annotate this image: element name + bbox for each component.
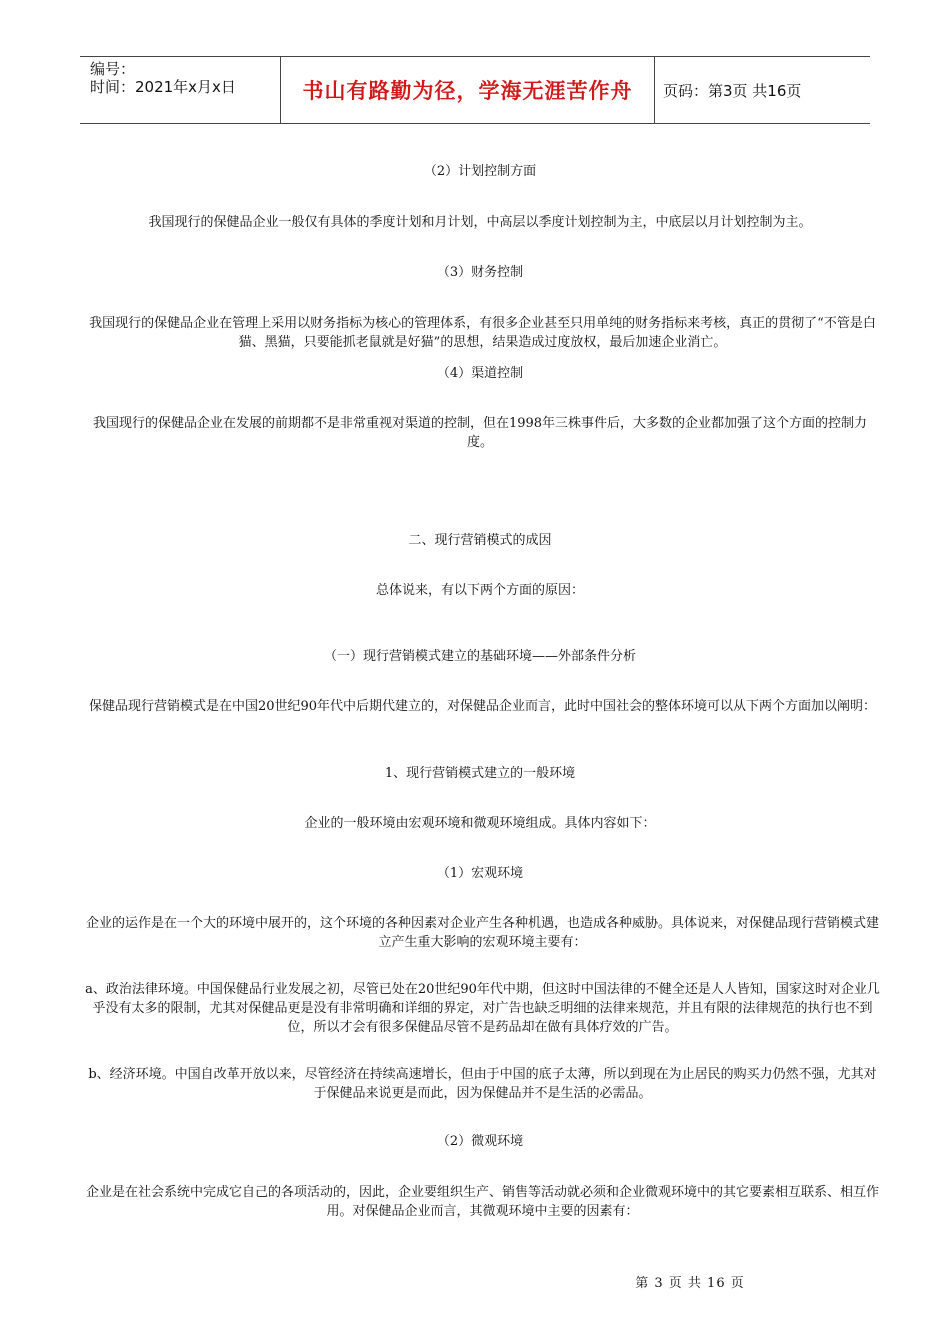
paragraph-general-environment: 企业的一般环境由宏观环境和微观环境组成。具体内容如下： [304,816,656,831]
motto-text: 书山有路勤为径，学海无涯苦作舟 [302,79,633,103]
subsection-heading-external: （一）现行营销模式建立的基础环境——外部条件分析 [323,649,636,664]
header-page-info [655,57,870,123]
heading-macro-environment: （1）宏观环境 [436,866,524,881]
header-motto-cell [281,57,655,123]
doc-number-label: 编号： [90,60,136,78]
heading-finance-control: （3）财务控制 [436,265,524,280]
paragraph-micro-environment: 企业是在社会系统中完成它自己的各项活动的，因此，企业要组织生产、销售等活动就必须和企业微观环境中的其它要素相互联系、相互作用。对保健品企业而言，其微观环境中主要的因素有： [85,1185,879,1219]
page-info-text: 页码：第3页 共16页 [663,81,802,100]
paragraph-macro-environment: 企业的运作是在一个大的环境中展开的，这个环境的各种因素对企业产生各种机遇，也造成各种威胁。具体说来，对保健品现行营销模式建立产生重大影响的宏观环境主要有： [85,916,879,950]
heading-plan-control: （2）计划控制方面 [423,164,537,179]
paragraph-political-legal: a、政治法律环境。中国保健品行业发展之初，尽管已处在20世纪90年代中期，但这时中国法律的不健全还是人人皆知，国家这时对企业几乎没有太多的限制，尤其对保健品更是没有非常明确和详细的界定，对广告也缺乏明细的法律来规范，并且有限的法律规范的执行也不到位，所以才会有很多保健品尽管不是药品却在做有具体疗效的广告。 [85,982,880,1035]
page-footer: 第 3 页 共 16 页 [635,1276,745,1291]
header-meta [80,57,281,123]
section-heading-causes: 二、现行营销模式的成因 [408,533,552,548]
time-label: 时间：2021年x月x日 [90,78,236,96]
page-header [80,56,870,124]
paragraph-plan-control: 我国现行的保健品企业一般仅有具体的季度计划和月计划，中高层以季度计划控制为主，中底层以月计划控制为主。 [148,215,812,230]
heading-micro-environment: （2）微观环境 [436,1134,524,1149]
paragraph-economic: b、经济环境。中国自改革开放以来，尽管经济在持续高速增长，但由于中国的底子太薄，所以到现在为止居民的购买力仍然不强，尤其对于保健品来说更是而此，因为保健品并不是生活的必需品。 [88,1067,877,1101]
heading-general-environment: 1、现行营销模式建立的一般环境 [384,766,576,781]
paragraph-external-environment: 保健品现行营销模式是在中国20世纪90年代中后期代建立的，对保健品企业而言，此时中国社会的整体环境可以从下两个方面加以阐明： [88,699,877,714]
paragraph-finance-control: 我国现行的保健品企业在管理上采用以财务指标为核心的管理体系，有很多企业甚至只用单纯的财务指标来考核，真正的贯彻了“不管是白猫、黑猫，只要能抓老鼠就是好猫”的思想，结果造成过度放权，最后加速企业消亡。 [89,316,876,350]
paragraph-channel-control: 我国现行的保健品企业在发展的前期都不是非常重视对渠道的控制，但在1998年三株事件后，大多数的企业都加强了这个方面的控制力度。 [92,416,868,450]
heading-channel-control: （4）渠道控制 [436,366,524,381]
paragraph-overview: 总体说来，有以下两个方面的原因： [375,583,584,598]
